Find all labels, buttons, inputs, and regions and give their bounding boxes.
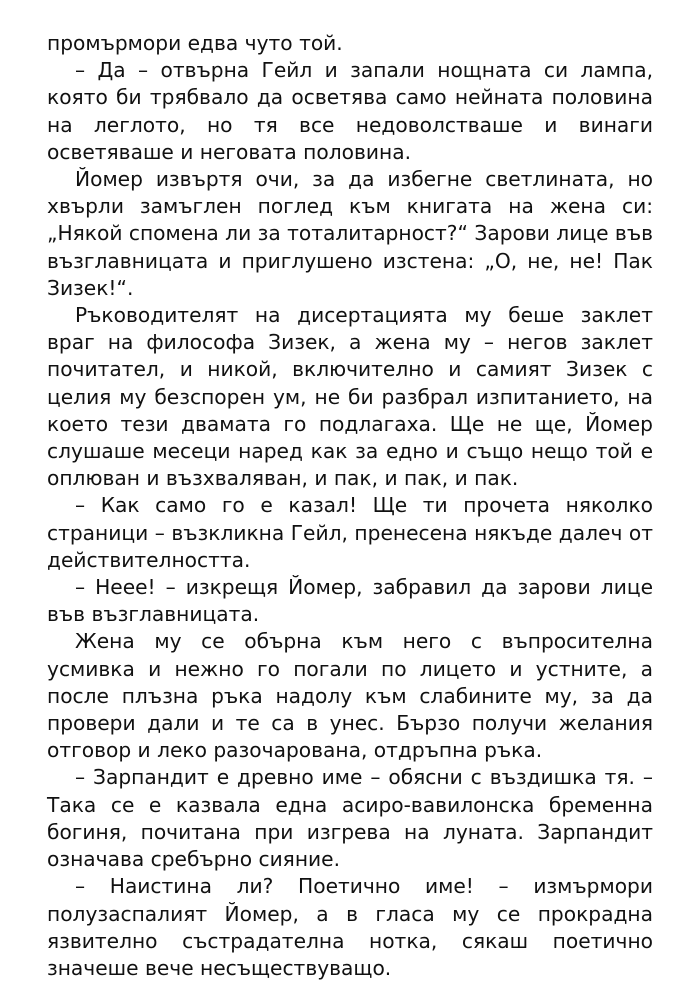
paragraph-zarpandit: – Зарпандит е древно име – обясни с въздишка тя. – Така се е казвала една асиро-вавилонска бременна богиня, почитана при изгрева на луната. Зарпандит означава сребърно сияние. bbox=[47, 765, 653, 872]
paragraph-poetic-name: – Наистина ли? Поетично име! – измърмори полузаспалият Йомер, а в гласа му се прокрадна язвително състрадателна нотка, сякаш поетично значеше вече несъществуващо. bbox=[47, 874, 653, 980]
paragraph-continuation: промърмори едва чуто той. bbox=[47, 31, 343, 55]
paragraph-yomer-shouts: – Нeee! – изкрещя Йомер, забравил да зарови лице във възглавницата. bbox=[47, 575, 653, 627]
paragraph-yomer-eyes: Йомер извъртя очи, за да избегне светлината, но хвърли замъглен поглед към книгата на жена си: „Някой спомена ли за тоталитарност?“ Зарови лице във възглавницата и приглушено изстена: „О, не, не! Пак Зизек!“. bbox=[47, 167, 653, 300]
paragraph-gale-exclaims: – Как само го е казал! Ще ти прочета няколко страници – възкликна Гейл, пренесена някъде далеч от действителността. bbox=[47, 493, 653, 572]
paragraph-dissertation: Ръководителят на дисертацията му беше заклет враг на философа Зизек, а жена му – негов заклет почитател, и никой, включително и самият Зизек с целия му безспорен ум, не би разбрал изпитанието, на което тези двамата го подлагаха. Ще не ще, Йомер слушаше месеци наред как за едно и също нещо той е оплюван и възхваляван, и пак, и пак, и пак. bbox=[47, 303, 653, 491]
book-page bbox=[47, 30, 653, 982]
paragraph-gale-lamp: – Да – отвърна Гейл и запали нощната си лампа, която би трябвало да осветява само нейната половина на леглото, но тя все недоволстваше и винаги осветяваше и неговата половина. bbox=[47, 58, 653, 164]
paragraph-wife-turns: Жена му се обърна към него с въпросителна усмивка и нежно го погали по лицето и устните, а после плъзна ръка надолу към слабините му, за да провери дали и те са в унес. Бързо получи желания отговор и леко разочарована, отдръпна ръка. bbox=[47, 629, 653, 763]
